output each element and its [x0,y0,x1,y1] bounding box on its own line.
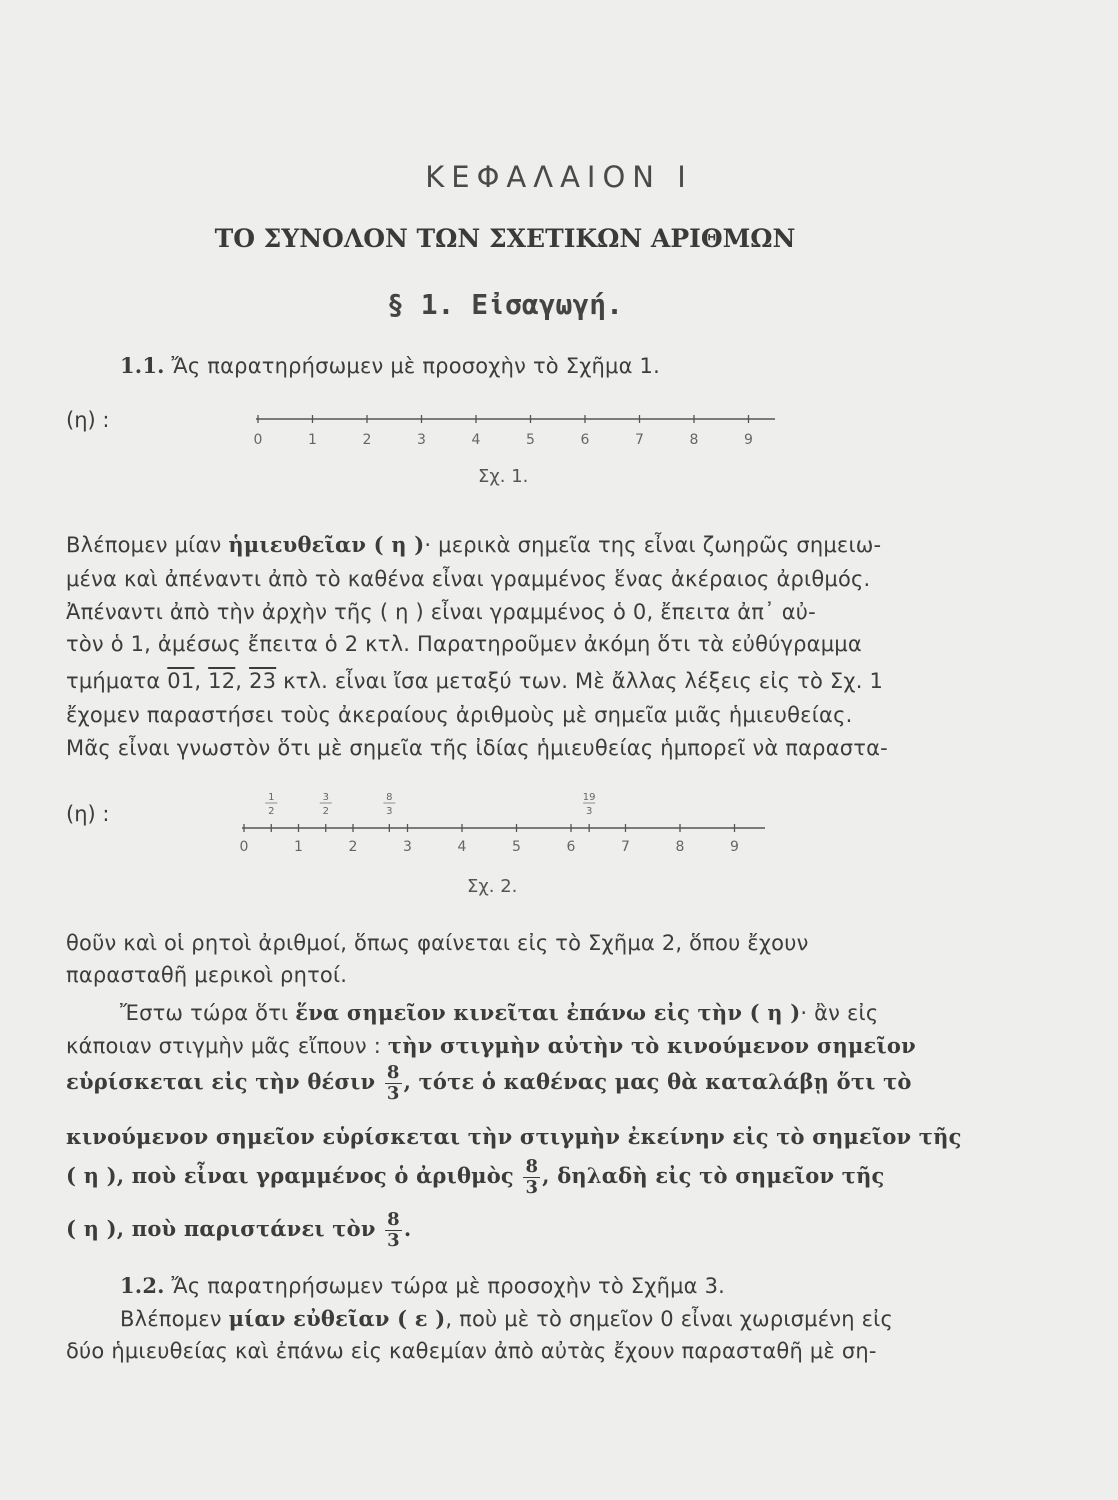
figure-2-number-line [230,786,790,862]
fraction-8-3 [385,1063,402,1104]
tick-label: 4 [471,432,481,448]
paragraph-text: Ἄς παρατηρήσωμεν τώρα μὲ προσοχὴν τὸ Σχῆμα 3. [164,1274,726,1298]
fraction-8-3 [385,1210,402,1251]
tick-label: 1 [308,432,317,448]
paragraph-3-line-2: παρασταθῆ μερικοὶ ρητοί. [66,963,348,987]
tick-label: 9 [730,839,739,855]
paragraph-2-line-6: ἔχομεν παραστήσει τοὺς ἀκεραίους ἀριθμοὺς μὲ σημεῖα μιᾶς ἡμιευθείας. [66,703,853,727]
paragraph-2-line-5: τμήματα 01, 12, 23 κτλ. εἶναι ἴσα μεταξύ των. Μὲ ἄλλας λέξεις εἰς τὸ Σχ. 1 [66,669,884,693]
tick-label: 7 [635,432,644,448]
text: κτλ. εἶναι ἴσα μεταξύ των. Μὲ ἄλλας λέξεις εἰς τὸ Σχ. 1 [276,669,884,693]
emphasis: τὴν στιγμὴν αὐτὴν τὸ κινούμενον σημεῖον [387,1033,916,1058]
text: . [403,1216,412,1241]
paragraph-1-2 [120,1273,725,1298]
text: Βλέπομεν μίαν [66,533,229,557]
paragraph-5-line-2: δύο ἡμιευθείας καὶ ἐπάνω εἰς καθεμίαν ἀπὸ αὐτὰς ἔχουν παρασταθῆ μὲ ση- [66,1339,877,1363]
fraction-numerator: 8 [386,1062,400,1083]
fraction-denominator: 3 [387,1230,400,1251]
fraction-numerator: 1 [268,792,275,803]
fraction-denominator: 2 [268,806,275,817]
figure-1-label: (η) : [66,408,110,432]
figure-2-caption: Σχ. 2. [467,876,518,897]
section-title: § 1. Εἰσαγωγή. [386,288,623,321]
paragraph-4-line-5 [66,1157,885,1198]
paragraph-4-line-4: κινούμενον σημεῖον εὑρίσκεται τὴν στιγμὴν ἐκείνην εἰς τὸ σημεῖον τῆς [66,1124,962,1149]
tick-label: 6 [566,839,576,855]
segment-23: 23 [249,669,277,693]
tick-label: 9 [744,432,753,448]
fraction-numerator: 3 [322,792,329,803]
emphasis: μίαν εὐθεῖαν ( ε ) [228,1306,446,1331]
figure-1-number-line [240,405,800,455]
fraction-denominator: 3 [386,806,393,817]
fraction-denominator: 3 [585,806,593,817]
tick-label: 6 [580,432,590,448]
text: Βλέπομεν [120,1307,229,1331]
text: εὑρίσκεται εἰς τὴν θέσιν [66,1069,383,1094]
segment-01: 01 [167,669,195,693]
paragraph-4-line-1 [120,1000,878,1025]
tick-label: 3 [417,432,426,448]
paragraph-2-line-1 [66,532,881,557]
text: κάποιαν στιγμὴν μᾶς εἴπουν : [66,1034,388,1058]
emphasis: ἕνα σημεῖον κινεῖται ἐπάνω εἰς τὴν ( η ) [295,1000,801,1025]
fraction-denominator: 3 [525,1177,539,1198]
text: · μερικὰ σημεῖα της εἶναι ζωηρῶς σημειω- [424,533,882,557]
fraction-denominator: 2 [322,806,329,817]
figure-1-ticks [254,415,753,448]
fraction-numerator: 8 [387,1209,400,1230]
tick-label: 5 [526,432,535,448]
tick-label: 8 [675,839,685,855]
fraction-numerator: 8 [386,792,393,803]
fraction-denominator: 3 [386,1083,400,1104]
paragraph-4-line-2 [66,1033,916,1058]
text: , ποὺ μὲ τὸ σημεῖον 0 εἶναι χωρισμένη εἰς [445,1307,893,1331]
segment-12: 12 [208,669,236,693]
text: τμήματα [66,669,168,693]
paragraph-number: 1.1. [120,353,165,378]
fraction-numerator: 8 [525,1156,539,1177]
paragraph-2-line-3: Ἀπέναντι ἀπὸ τὴν ἀρχὴν τῆς ( η ) εἶναι γραμμένος ὁ 0, ἔπειτα ἀπ᾿ αὐ- [66,600,816,624]
paragraph-1-1 [120,353,660,378]
tick-label: 4 [457,839,467,855]
chapter-number: ΚΕΦΑΛΑΙΟΝ Ι [425,160,693,194]
paragraph-5-line-1 [120,1306,893,1331]
paragraph-2-line-4: τὸν ὁ 1, ἀμέσως ἔπειτα ὁ 2 κτλ. Παρατηροῦμεν ἀκόμη ὅτι τὰ εὐθύγραμμα [66,632,862,656]
paragraph-number: 1.2. [120,1273,165,1298]
text: Ἔστω τώρα ὅτι [120,1001,296,1025]
text: , δηλαδὴ εἰς τὸ σημεῖον τῆς [542,1163,885,1188]
text: ( η ), ποὺ εἶναι γραμμένος ὁ ἀριθμὸς [66,1163,522,1188]
tick-label: 8 [689,432,699,448]
paragraph-4-line-6 [66,1210,411,1251]
fraction-8-3 [523,1157,540,1198]
emphasis: ἡμιευθεῖαν ( η ) [228,532,425,557]
paragraph-text: Ἄς παρατηρήσωμεν μὲ προσοχὴν τὸ Σχῆμα 1. [164,354,660,378]
tick-label: 0 [253,432,263,448]
text: ( η ), ποὺ παριστάνει τὸν [66,1216,384,1241]
tick-label: 3 [403,839,412,855]
figure-2-label: (η) : [66,802,110,826]
paragraph-2-line-2: μένα καὶ ἀπέναντι ἀπὸ τὸ καθένα εἶναι γραμμένος ἕνας ἀκέραιος ἀριθμός. [66,567,871,591]
paragraph-2-line-7: Μᾶς εἶναι γνωστὸν ὅτι μὲ σημεῖα τῆς ἰδίας ἡμιευθείας ἡμπορεῖ νὰ παραστα- [66,736,888,760]
tick-label: 2 [348,839,358,855]
text: , τότε ὁ καθένας μας θὰ καταλάβῃ ὅτι τὸ [403,1069,912,1094]
text: · ἂν εἰς [800,1001,879,1025]
chapter-title: ΤΟ ΣΥΝΟΛΟΝ ΤΩΝ ΣΧΕΤΙΚΩΝ ΑΡΙΘΜΩΝ [214,224,796,253]
tick-label: 0 [239,839,249,855]
paragraph-3-line-1: θοῦν καὶ οἱ ρητοὶ ἀριθμοί, ὅπως φαίνεται εἰς τὸ Σχῆμα 2, ὅπου ἔχουν [66,931,809,955]
fraction-numerator: 19 [582,792,596,803]
tick-label: 1 [294,839,303,855]
figure-1-caption: Σχ. 1. [478,466,529,487]
tick-label: 2 [362,432,372,448]
figure-2-fractions [265,792,595,832]
tick-label: 5 [512,839,521,855]
tick-label: 7 [621,839,630,855]
paragraph-4-line-3 [66,1063,912,1104]
